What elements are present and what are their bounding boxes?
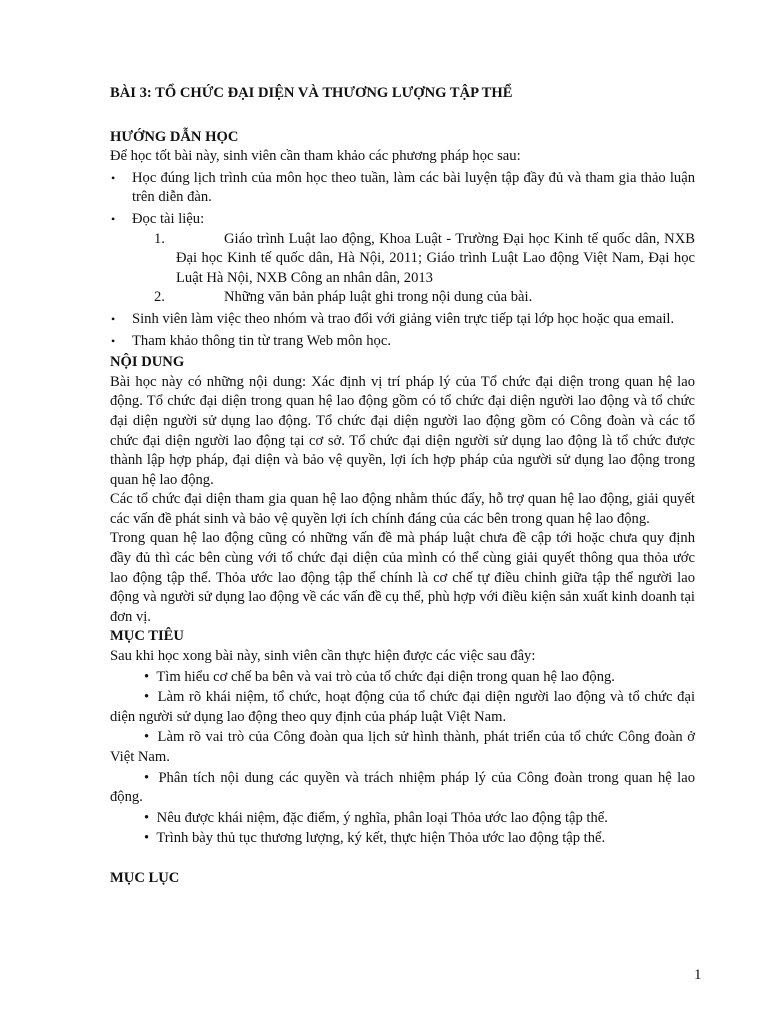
objective-text: Làm rõ khái niệm, tổ chức, hoạt động của tổ chức đại diện người lao động và tổ chức đại diện người sử dụng lao động theo quy định của pháp luật Việt Nam. <box>110 689 696 725</box>
objective-item <box>110 728 695 767</box>
objective-text: Trình bày thủ tục thương lượng, ký kết, thực hiện Thỏa ước lao động tập thể. <box>156 830 606 847</box>
list-item-text: Sinh viên làm việc theo nhóm và trao đổi với giảng viên trực tiếp tại lớp học hoặc qua email. <box>132 310 675 327</box>
objective-item <box>110 809 695 829</box>
objective-item <box>110 829 695 849</box>
reading-item <box>154 288 695 308</box>
objective-text: Làm rõ vai trò của Công đoàn qua lịch sử hình thành, phát triển của tổ chức Công đoàn ở Việt Nam. <box>110 729 695 765</box>
objective-item <box>110 668 695 688</box>
list-item <box>110 169 695 208</box>
list-item-text: Đọc tài liệu: <box>132 210 205 227</box>
objectives-heading: MỤC TIÊU <box>110 628 184 645</box>
list-item-text: Học đúng lịch trình của môn học theo tuần, làm các bài luyện tập đầy đủ và tham gia thảo luận trên diễn đàn. <box>132 169 695 206</box>
study-guide-section <box>110 128 695 352</box>
reading-item-number: 1. <box>154 230 165 247</box>
reading-list <box>132 230 695 308</box>
bullet-symbol: • <box>144 729 150 746</box>
bullet-symbol: • <box>144 689 150 706</box>
study-guide-heading: HƯỚNG DẪN HỌC <box>110 128 239 145</box>
study-guide-list <box>110 169 695 351</box>
page-number: 1 <box>694 967 702 983</box>
objectives-intro: Sau khi học xong bài này, sinh viên cần thực hiện được các việc sau đây: <box>110 648 536 665</box>
bullet-symbol: • <box>111 333 116 348</box>
document-page <box>110 84 695 889</box>
list-item-text: Tham khảo thông tin từ trang Web môn học. <box>132 332 391 349</box>
content-paragraph: Bài học này có những nội dung: Xác định vị trí pháp lý của Tổ chức đại diện trong quan hệ lao động. Tổ chức đại diện trong quan hệ lao động gồm có tổ chức đại diện người lao động và tổ chức đại diện người sử dụng lao động. Tổ chức đại diện người lao động gồm có Công đoàn và các tổ chức đại diện người lao động tại cơ sở. Tổ chức đại diện người sử dụng lao động là tổ chức được thành lập hợp pháp, đại diện và bảo vệ quyền, lợi ích hợp pháp của người sử dụng lao động trong quan hệ lao động. <box>110 373 695 488</box>
objective-item <box>110 688 695 727</box>
content-heading: NỘI DUNG <box>110 354 185 371</box>
content-section <box>110 353 695 627</box>
content-paragraph: Các tổ chức đại diện tham gia quan hệ lao động nhằm thúc đẩy, hỗ trợ quan hệ lao động, giải quyết các vấn đề phát sinh và bảo vệ quyền lợi ích chính đáng của các bên trong quan hệ lao động. <box>110 491 695 527</box>
reading-item-text: Giáo trình Luật lao động, Khoa Luật - Trường Đại học Kinh tế quốc dân, NXB Đại học Kinh tế quốc dân, Hà Nội, 2011; Giáo trình Luật Lao động Việt Nam, Đại học Luật Hà Nội, NXB Công an nhân dân, 2013 <box>176 230 695 286</box>
objective-text: Tìm hiểu cơ chế ba bên và vai trò của tổ chức đại diện trong quan hệ lao động. <box>156 668 615 685</box>
objectives-section <box>110 627 695 849</box>
bullet-symbol: • <box>111 170 116 185</box>
list-item <box>110 332 695 352</box>
bullet-symbol: • <box>111 211 116 226</box>
bullet-symbol: • <box>144 769 150 786</box>
reading-item <box>154 230 695 289</box>
content-paragraph: Trong quan hệ lao động cũng có những vấn đề mà pháp luật chưa đề cập tới hoặc chưa quy định đầy đủ thì các bên cùng với tổ chức đại diện của mình có thể cùng giải quyết thông qua thỏa ước lao động tập thể. Thỏa ước lao động tập thể chính là cơ chế tự điều chỉnh giữa tập thể người lao động và người sử dụng lao động về các vấn đề cụ thể, phù hợp với điều kiện sản xuất kinh doanh tại đơn vị. <box>110 530 695 625</box>
bullet-symbol: • <box>144 668 150 685</box>
objective-text: Phân tích nội dung các quyền và trách nhiệm pháp lý của Công đoàn trong quan hệ lao động. <box>110 769 695 806</box>
objective-item <box>110 769 695 808</box>
list-item <box>110 310 695 330</box>
reading-item-text: Những văn bản pháp luật ghi trong nội dung của bài. <box>224 289 533 306</box>
study-guide-intro: Để học tốt bài này, sinh viên cần tham khảo các phương pháp học sau: <box>110 148 521 165</box>
bullet-symbol: • <box>144 809 150 826</box>
bullet-symbol: • <box>111 311 116 326</box>
lesson-title: BÀI 3: TỔ CHỨC ĐẠI DIỆN VÀ THƯƠNG LƯỢNG TẬP THỂ <box>110 85 513 101</box>
toc-heading: MỤC LỤC <box>110 869 180 886</box>
reading-item-number: 2. <box>154 289 165 306</box>
objective-text: Nêu được khái niệm, đặc điểm, ý nghĩa, phân loại Thỏa ước lao động tập thể. <box>156 809 608 826</box>
bullet-symbol: • <box>144 830 150 847</box>
list-item <box>110 210 695 308</box>
